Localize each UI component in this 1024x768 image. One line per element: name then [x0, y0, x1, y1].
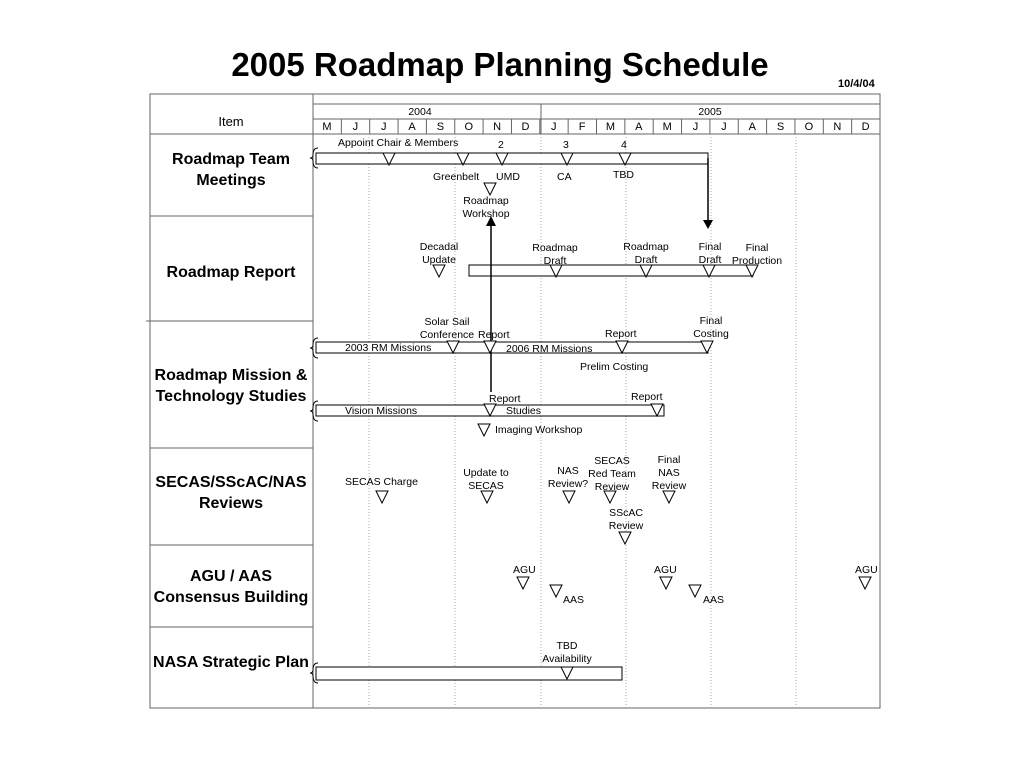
- draft2-label: Roadmap Draft: [623, 241, 669, 266]
- studies-label: Studies: [506, 405, 542, 417]
- year-2004: 2004: [408, 106, 432, 118]
- update-secas-label: Update to SECAS: [463, 467, 509, 492]
- report3-label: Report: [489, 393, 521, 405]
- prelim-costing-label: Prelim Costing: [580, 361, 649, 373]
- milestone-triangle-icon: [660, 577, 672, 589]
- rm2003-label: 2003 RM Missions: [345, 342, 432, 354]
- month-header-cell: N: [493, 121, 502, 133]
- item-header: Item: [218, 114, 244, 129]
- meeting-3-label: 3: [563, 139, 569, 151]
- agu1-label: AGU: [513, 564, 536, 576]
- tbd-availability-label: TBD Availability: [542, 640, 592, 665]
- month-header-cell: D: [861, 121, 870, 133]
- draft1-label: Roadmap Draft: [532, 242, 578, 267]
- meeting-2-label: 2: [498, 139, 504, 151]
- milestone-triangle-icon: [484, 183, 496, 195]
- final-production-label: Final Production: [731, 242, 783, 267]
- secas-charge-label: SECAS Charge: [345, 476, 418, 488]
- month-header-cell: A: [408, 121, 416, 133]
- strategic-plan-bar: [316, 667, 622, 680]
- month-header-cell: J: [721, 121, 727, 133]
- category-team-meetings: Roadmap Team Meetings: [172, 151, 290, 189]
- month-header-cell: A: [635, 121, 643, 133]
- vision-missions-label: Vision Missions: [345, 405, 418, 417]
- report1-label: Report: [478, 329, 510, 341]
- month-header-cell: M: [605, 121, 616, 133]
- category-reviews: SECAS/SScAC/NAS Reviews: [155, 474, 307, 512]
- workshop-label: Roadmap Workshop: [462, 195, 510, 220]
- date-label: 10/4/04: [838, 78, 875, 90]
- final-costing-label: Final Costing: [693, 315, 729, 340]
- milestone-triangle-icon: [550, 585, 562, 597]
- month-header-cell: F: [578, 121, 586, 133]
- decadal-label: Decadal Update: [419, 241, 459, 266]
- milestone-triangle-icon: [478, 424, 490, 436]
- month-header-cell: J: [352, 121, 359, 133]
- month-header-cell: M: [662, 121, 672, 133]
- aas1-label: AAS: [563, 594, 585, 606]
- month-header-cell: O: [804, 121, 814, 133]
- year-2005: 2005: [698, 106, 722, 118]
- sscac-label: SScAC Review: [608, 507, 644, 532]
- category-consensus-building: AGU / AAS Consensus Building: [153, 568, 309, 606]
- month-header-cell: O: [464, 121, 474, 133]
- final-nas-label: Final NAS Review: [651, 454, 687, 492]
- month-header-cell: S: [776, 121, 785, 133]
- month-header-cell: A: [748, 121, 756, 133]
- appoint-label: Appoint Chair & Members: [338, 137, 459, 149]
- aas2-label: AAS: [703, 594, 725, 606]
- rm2006-label: 2006 RM Missions: [506, 343, 593, 355]
- month-header-cell: S: [436, 121, 445, 133]
- month-header-cell: J: [380, 121, 387, 133]
- month-header-cell: D: [521, 121, 530, 133]
- milestone-triangle-icon: [563, 491, 575, 503]
- month-header-cell: J: [692, 121, 699, 133]
- milestone-triangle-icon: [689, 585, 701, 597]
- imaging-workshop-label: Imaging Workshop: [495, 424, 583, 436]
- meeting-4-label: 4: [621, 139, 627, 151]
- category-strategic-plan: NASA Strategic Plan: [153, 654, 309, 671]
- meetings-bar: [316, 153, 708, 164]
- agu3-label: AGU: [855, 564, 878, 576]
- agu2-label: AGU: [654, 564, 677, 576]
- page-title: 2005 Roadmap Planning Schedule: [231, 46, 769, 83]
- nas-review-label: NAS Review?: [547, 465, 589, 490]
- tbd-label: TBD: [613, 169, 634, 181]
- month-header-cell: J: [551, 121, 557, 133]
- category-mission-tech-studies: Roadmap Mission & Technology Studies: [154, 367, 308, 405]
- secas-red-team-label: SECAS Red Team Review: [588, 455, 636, 493]
- category-roadmap-report: Roadmap Report: [166, 264, 296, 281]
- milestone-triangle-icon: [859, 577, 871, 589]
- report2-label: Report: [605, 328, 637, 340]
- milestone-triangle-icon: [517, 577, 529, 589]
- ca-label: CA: [557, 171, 572, 183]
- greenbelt-label: Greenbelt: [433, 171, 480, 183]
- umd-label: UMD: [496, 171, 520, 183]
- month-header-cell: M: [322, 121, 332, 133]
- milestone-triangle-icon: [376, 491, 388, 503]
- final-draft-label: Final Draft: [698, 241, 722, 266]
- solar-sail-label: Solar Sail Conference: [419, 316, 475, 341]
- report4-label: Report: [631, 391, 663, 403]
- month-header-cell: N: [833, 121, 842, 133]
- milestone-triangle-icon: [619, 532, 631, 544]
